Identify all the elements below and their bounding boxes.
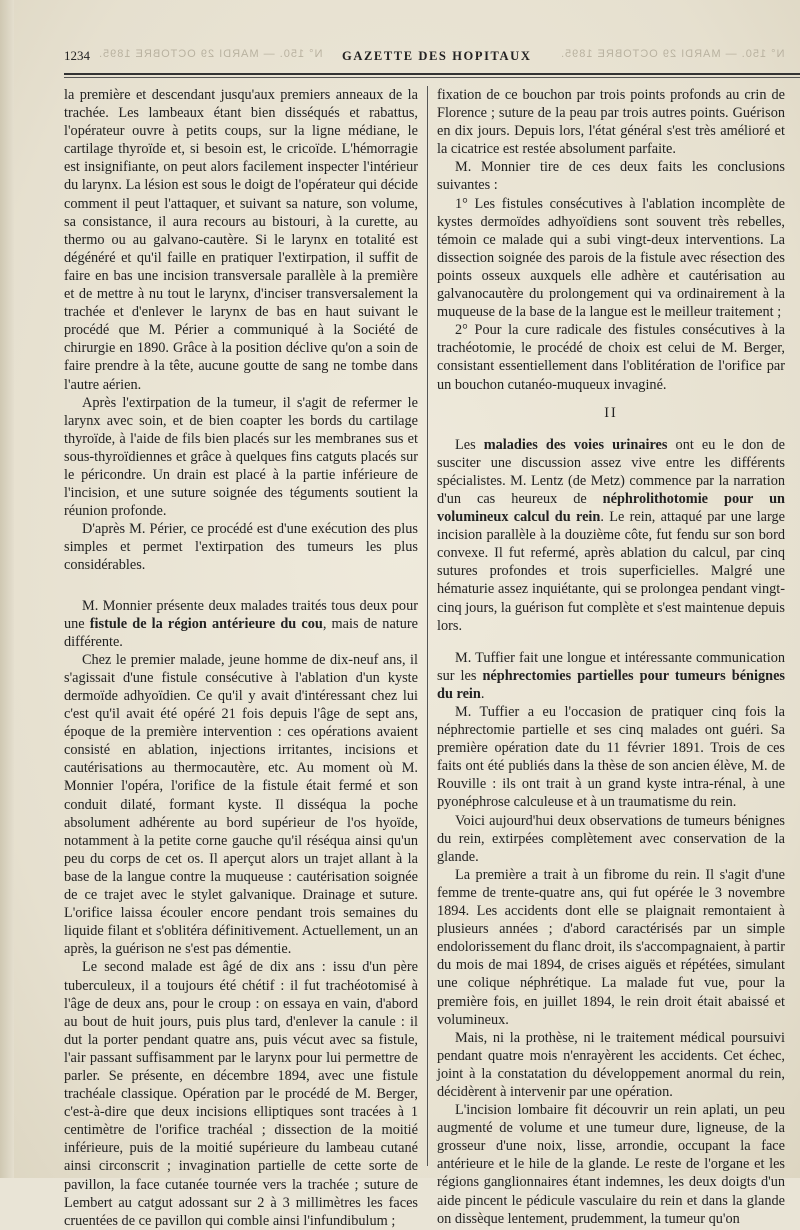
paragraph: D'après M. Périer, ce procédé est d'une exécution des plus simples et permet l'extirpation des tumeurs les plus considérables. bbox=[64, 521, 418, 574]
paragraph: M. Monnier présente deux malades traités tous deux pour une fistule de la région antérieure du cou, mais de nature différente. bbox=[64, 597, 419, 650]
paragraph: Les maladies des voies urinaires ont eu le don de susciter une discussion assez vive entre les différents spécialistes. M. Lentz (de Metz) commence par la narration d'un cas heureux de néphrolithotomie pour un volumineux calcul du rein. Le rein, attaqué par une large incision parallèle à la douzième côte, fut fendu sur son bord convexe. Il fut refermé, après ablation du calcul, par cinq sutures profondes et trois superficielles. Malgré une hématurie assez inquiétante, qui se prolongea pendant vingt-cinq jours, la guérison fut complète et s'est maintenue depuis lors. bbox=[437, 436, 786, 634]
paragraph: M. Monnier tire de ces deux faits les conclusions suivantes : bbox=[437, 159, 785, 194]
paragraph: la première et descendant jusqu'aux premiers anneaux de la trachée. Les lambeaux étant bien disséqués et rabattus, l'opérateur ouvre à petits coups, sur la ligne médiane, le cartilage thyroïde et, si besoin est, le cricoïde. L'hémorragie est insignifiante, on peut alors facilement inspecter l'intérieur du larynx. La lésion est sous le doigt de l'opérateur qui décide comment il peut l'attaquer, et suivant sa nature, son volume, sa consistance, il aura recours au bistouri, à la curette, au thermo ou au galvano-cautère. Si le larynx en totalité est dégénéré et qu'il faille en pratiquer l'extirpation, il suffit de faire en bas une incision transversale parallèle à la première et de mettre à nu tout le larynx, d'inciser transversalement la trachée et d'enlever le larynx de bas en haut suivant le procédé que M. Périer a communiqué à la Société de chirurgie en 1890. Grâce à la position déclive qu'on a soin de faire prendre à la tête, aucune goutte de sang ne tombe dans l'autre aérien. bbox=[64, 87, 418, 393]
binding-edge bbox=[0, 0, 14, 1178]
paragraph: M. Tuffier a eu l'occasion de pratiquer cinq fois la néphrectomie partielle et ses cinq malades ont guéri. Sa première opération date du 11 février 1891. Trois de ces faits ont été publiés dans la thèse de son ancien élève, M. de Rouville : ils ont trait à un grand kyste intra-rénal, à une pyonéphrose calculeuse et à un traumatisme du rein. bbox=[437, 704, 785, 811]
paragraph: Voici aujourd'hui deux observations de tumeurs bénignes du rein, extirpées complètement avec conservation de la glande. bbox=[437, 812, 785, 865]
left-column bbox=[64, 86, 418, 1230]
journal-title: GAZETTE DES HOPITAUX bbox=[342, 49, 532, 63]
page-number: 1234 bbox=[64, 48, 90, 63]
page-header bbox=[60, 44, 800, 66]
show-through-text-right: N° 150. — MARDI 29 OCTOBRE 1895. bbox=[560, 48, 785, 60]
paragraph: Le second malade est âgé de dix ans : issu d'un père tuberculeux, il a toujours été chétif : il fut trachéotomisé à l'âge de deux ans, pour le croup : on essaya en vain, d'abord au bout de huit jours, puis plus tard, d'enlever la canule : il dut la porter pendant quatre ans, puis vécut avec sa fistule, l'air passant suffisamment par le larynx pour lui permettre de parler. Se présente, en décembre 1894, avec une fistule trachéale classique. Opération par le procédé de M. Berger, c'est-à-dire que deux incisions elliptiques sont tracées à 1 centimètre de l'orifice trachéal ; dissection de la moitié inférieure, puis de la moitié supérieure du lambeau cutané ainsi circonscrit ; invagination partielle de cette sorte de pavillon, la face cutanée tournée vers la trachée ; suture de Lembert au catgut adossant sur 2 à 3 millimètres les faces cruentées de ce pavillon qui comble ainsi l'infundibulum ; bbox=[64, 959, 418, 1229]
header-rule-thin bbox=[64, 77, 800, 78]
subject-heading: fistule de la région antérieure du cou bbox=[89, 615, 323, 632]
paragraph: 2° Pour la cure radicale des fistules consécutives à la trachéotomie, le procédé de choix est celui de M. Berger, consistant essentiellement dans l'oblitération de l'orifice par un bouchon cutanéo-muqueux invaginé. bbox=[437, 322, 785, 393]
paragraph: 1° Les fistules consécutives à l'ablation incomplète de kystes dermoïdes adhyoïdiens sont souvent très rebelles, témoin ce malade qui a subi vingt-deux interventions. La dissection soignée des parois de la fistule avec résection des points osseux auxquels elle adhère et cautérisation au galvanocautère du prolongement qui va ordinairement à la muqueuse de la base de la langue est le meilleur traitement ; bbox=[437, 195, 785, 321]
paragraph: L'incision lombaire fit découvrir un rein aplati, un peu augmenté de volume et une tumeur dure, ligneuse, de la grosseur d'une noix, lisse, arrondie, occupant la face antérieure et le hile de la glande. Le reste de l'organe et les régions ganglionnaires étant indemnes, les deux doigts d'un aide pincent le pédicule vasculaire du rein et dans la glande on dissèque lentement, prudemment, la tumeur qu'on bbox=[437, 1102, 785, 1227]
paragraph: fixation de ce bouchon par trois points profonds au crin de Florence ; suture de la peau par trois autres points. Guérison en dix jours. Depuis lors, l'état général s'est très amélioré et la cicatrice est restée absolument parfaite. bbox=[437, 87, 785, 158]
paragraph: Mais, ni la prothèse, ni le traitement médical poursuivi pendant quatre mois n'enrayèrent les accidents. Cet échec, joint à la constatation du développement anormal du rein, décidèrent à intervenir par une opération. bbox=[437, 1029, 785, 1100]
section-numeral: II bbox=[604, 404, 618, 421]
subject-heading: néphrolithotomie pour un volumineux calcul du rein bbox=[437, 490, 785, 526]
subject-heading: maladies des voies urinaires bbox=[483, 436, 668, 453]
show-through-text-left: N° 150. — MARDI 29 OCTOBRE 1895. bbox=[98, 48, 323, 60]
subject-heading: néphrectomies partielles pour tumeurs bénignes du rein bbox=[437, 667, 785, 702]
column-separator bbox=[427, 86, 428, 1166]
paragraph: Chez le premier malade, jeune homme de dix-neuf ans, il s'agissait d'une fistule consécutive à l'ablation d'un kyste dermoïde adhyoïdien. Ce qu'il y avait d'intéressant chez lui c'est qu'il avait été opéré 21 fois depuis l'âge de sept ans, époque de la première intervention : ces opérations avaient consisté en ablation, injections irritantes, incisions et cautérisations au thermocautère, etc. Au moment où M. Monnier l'opéra, l'orifice de la fistule était fermé et son conduit dilaté, formant kyste. Il disséqua la poche absolument adhérente au bord supérieur de l'os hyoïde, notamment à la petite corne gauche qu'il réséqua ainsi qu'un peu du corps de cet os. Il aperçut alors un trajet allant à la base de la langue contre la muqueuse : cautérisation soignée de ce trajet avec le stylet galvanique. Drainage et suture. L'orifice laissa écouler encore pendant trois semaines du liquide filant et s'oblitéra définitivement. Actuellement, un an après, la guérison ne s'est pas démentie. bbox=[64, 651, 418, 958]
paragraph: Après l'extirpation de la tumeur, il s'agit de refermer le larynx avec soin, et de bien coapter les bords du cartilage thyroïde, à l'aide de fils bien placés sur les membranes sus et sous-thyroïdiennes et grâce à quelques fins catguts placés sur le péricondre. Un drain est placé à la partie inférieure de l'incision, et une suture soignée des téguments soutient la réunion profonde. bbox=[64, 394, 418, 520]
header-rule bbox=[64, 73, 800, 75]
paragraph: M. Tuffier fait une longue et intéressante communication sur les néphrectomies partielles pour tumeurs bénignes du rein. bbox=[437, 649, 785, 702]
paragraph: La première a trait à un fibrome du rein. Il s'agit d'une femme de trente-quatre ans, qui fut opérée le 3 novembre 1894. Les accidents dont elle se plaignait remontaient à plusieurs années ; d'abord caractérisés par un simple endolorissement du flanc droit, ils s'accompagnaient, à partir du mois de mai 1894, de crises aiguës et répétées, simulant une colique néphrétique. La malade fut vue, pour la première fois, en juillet 1894, le rein droit était abaissé et volumineux. bbox=[437, 866, 785, 1028]
right-column bbox=[437, 86, 785, 1228]
